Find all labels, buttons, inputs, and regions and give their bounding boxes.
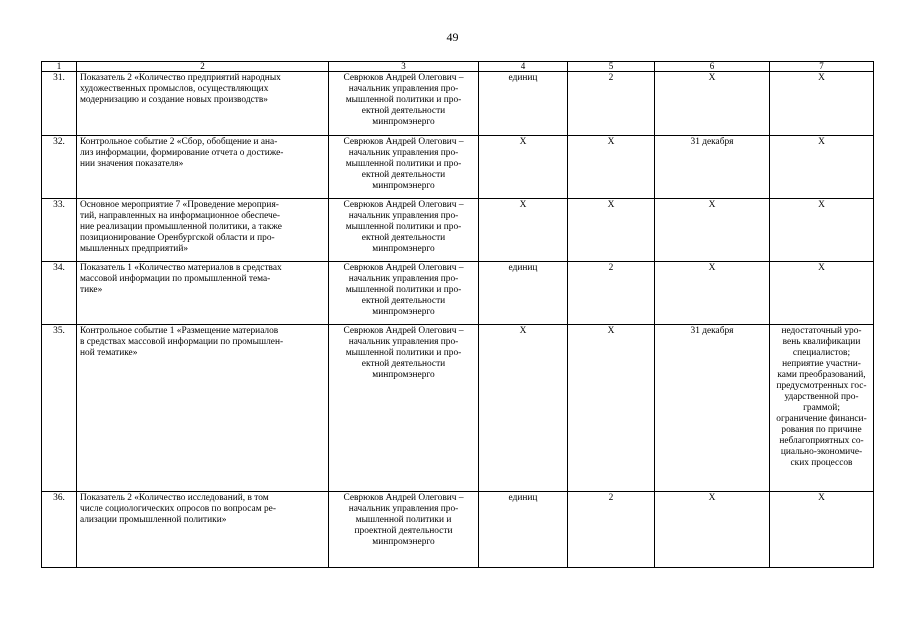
column-header: 4: [479, 62, 568, 72]
risk-cell: X: [770, 262, 874, 325]
event-name: Показатель 1 «Количество материалов в средствах массовой информации по промышленной тема- тике»: [77, 262, 329, 325]
value-cell: 2: [568, 262, 655, 325]
date-cell: X: [655, 262, 770, 325]
table-row: [42, 72, 874, 136]
event-name: Показатель 2 «Количество предприятий народных художественных промыслов, осуществляющих модернизацию и создание новых производств»: [77, 72, 329, 136]
column-header: 1: [42, 62, 77, 72]
table-row: [42, 262, 874, 325]
responsible-person: Севрюков Андрей Олегович – начальник управления про- мышленной политики и про- ектной деятельности минпромэнерго: [329, 72, 479, 136]
responsible-person: Севрюков Андрей Олегович – начальник управления про- мышленной политики и про- ектной деятельности минпромэнерго: [329, 136, 479, 199]
row-number: 36.: [42, 492, 77, 568]
date-cell: X: [655, 199, 770, 262]
column-header: 2: [77, 62, 329, 72]
value-cell: X: [568, 325, 655, 492]
value-cell: 2: [568, 72, 655, 136]
responsible-person: Севрюков Андрей Олегович – начальник управления про- мышленной политики и про- ектной деятельности минпромэнерго: [329, 262, 479, 325]
event-name: Контрольное событие 1 «Размещение материалов в средствах массовой информации по промышлен- ной тематике»: [77, 325, 329, 492]
responsible-person: Севрюков Андрей Олегович – начальник управления про- мышленной политики и про- ектной деятельности минпромэнерго: [329, 199, 479, 262]
row-number: 35.: [42, 325, 77, 492]
table-row: [42, 325, 874, 492]
date-cell: 31 декабря: [655, 136, 770, 199]
row-number: 34.: [42, 262, 77, 325]
risk-cell: X: [770, 199, 874, 262]
event-name: Основное мероприятие 7 «Проведение мероприя- тий, направленных на информационное обеспече- ние реализации промышленной политики, а также позиционирование Оренбургской области и про- мышленных предприятий»: [77, 199, 329, 262]
risk-cell: X: [770, 492, 874, 568]
date-cell: X: [655, 492, 770, 568]
column-header: 7: [770, 62, 874, 72]
event-name: Контрольное событие 2 «Сбор, обобщение и ана- лиз информации, формирование отчета о достиже- нии значения показателя»: [77, 136, 329, 199]
unit-cell: X: [479, 199, 568, 262]
table-row: [42, 199, 874, 262]
value-cell: X: [568, 199, 655, 262]
column-header: 6: [655, 62, 770, 72]
event-name: Показатель 2 «Количество исследований, в том числе социологических опросов по вопросам ре- ализации промышленной политики»: [77, 492, 329, 568]
row-number: 31.: [42, 72, 77, 136]
table-row: [42, 136, 874, 199]
row-number: 33.: [42, 199, 77, 262]
column-header: 3: [329, 62, 479, 72]
unit-cell: единиц: [479, 72, 568, 136]
unit-cell: X: [479, 325, 568, 492]
unit-cell: X: [479, 136, 568, 199]
page-number: 49: [446, 30, 459, 44]
date-cell: X: [655, 72, 770, 136]
value-cell: X: [568, 136, 655, 199]
unit-cell: единиц: [479, 492, 568, 568]
risk-cell: X: [770, 72, 874, 136]
risk-cell: недостаточный уро- вень квалификации специалистов; неприятие участни- ками преобразований, предусмотренных гос- ударственной про- граммой; ограничение финанси- рования по причине неблагоприятных со- циально-экономиче- ских процессов: [770, 325, 874, 492]
table-row: [42, 492, 874, 568]
responsible-person: Севрюков Андрей Олегович – начальник управления про- мышленной политики и про- ектной деятельности минпромэнерго: [329, 325, 479, 492]
column-header: 5: [568, 62, 655, 72]
risk-cell: X: [770, 136, 874, 199]
value-cell: 2: [568, 492, 655, 568]
responsible-person: Севрюков Андрей Олегович – начальник управления про- мышленной политики и проектной деятельности минпромэнерго: [329, 492, 479, 568]
date-cell: 31 декабря: [655, 325, 770, 492]
table-header-row: [42, 62, 874, 72]
row-number: 32.: [42, 136, 77, 199]
unit-cell: единиц: [479, 262, 568, 325]
implementation-plan-table: [41, 61, 874, 568]
